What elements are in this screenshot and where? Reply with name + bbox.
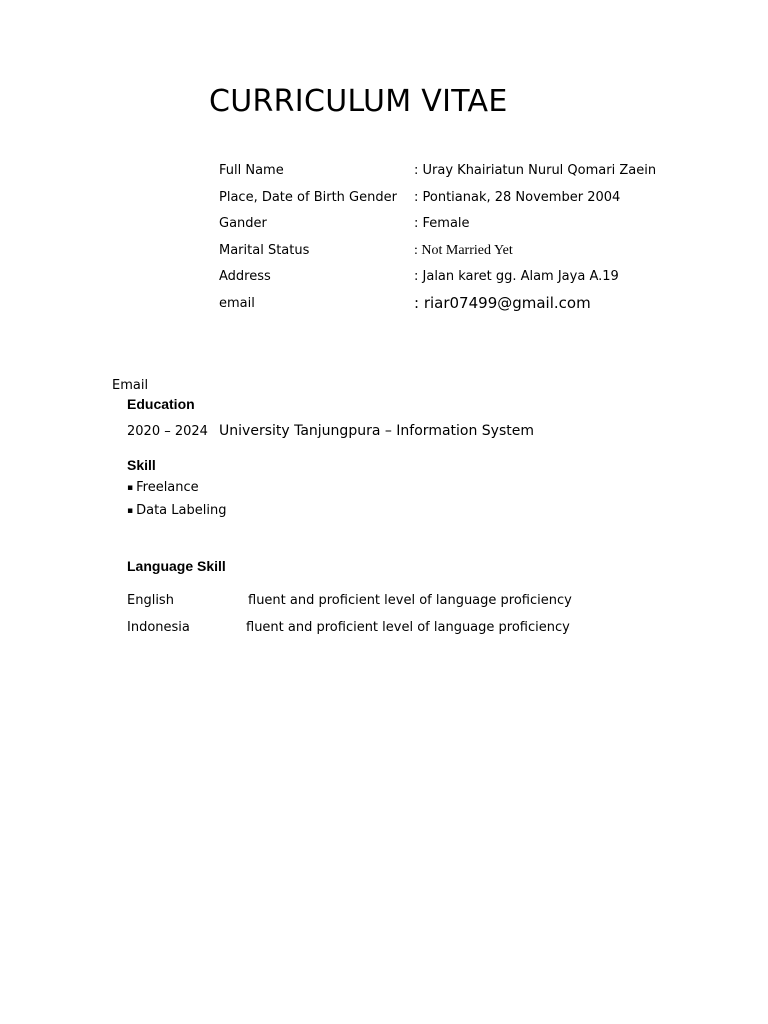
bullet-icon: ▪ <box>127 483 134 493</box>
info-value: : Jalan karet gg. Alam Jaya A.19 <box>414 269 619 285</box>
education-entry <box>127 420 534 439</box>
skill-label: Freelance <box>136 480 199 495</box>
document-title: CURRICULUM VITAE <box>209 84 508 119</box>
info-label: Address <box>219 269 271 285</box>
list-item <box>127 503 226 526</box>
info-value: : Pontianak, 28 November 2004 <box>414 189 621 205</box>
education-heading: Education <box>127 396 195 412</box>
info-label: Full Name <box>219 163 284 178</box>
info-value: : Not Married Yet <box>414 242 513 258</box>
info-label: Gander <box>219 216 267 232</box>
language-name: Indonesia <box>127 620 190 635</box>
language-skill-heading: Language Skill <box>127 558 226 574</box>
skill-list <box>127 480 226 526</box>
skill-heading: Skill <box>127 457 156 473</box>
education-institution: University Tanjungpura – Information System <box>219 423 535 439</box>
language-level: fluent and proficient level of language proficiency <box>248 593 572 608</box>
education-years: 2020 – 2024 <box>127 424 208 439</box>
info-label: Marital Status <box>219 242 310 258</box>
stray-email-label: Email <box>112 378 149 393</box>
list-item <box>127 480 226 503</box>
info-value: : Uray Khairiatun Nurul Qomari Zaein <box>414 163 657 178</box>
skill-label: Data Labeling <box>136 503 227 518</box>
language-name: English <box>127 593 174 608</box>
info-label: Place, Date of Birth Gender <box>219 189 397 205</box>
info-value: : riar07499@gmail.com <box>414 293 591 312</box>
bullet-icon: ▪ <box>127 506 134 516</box>
info-label: email <box>219 295 255 311</box>
info-value: : Female <box>414 216 470 232</box>
language-level: fluent and proficient level of language proficiency <box>246 620 570 635</box>
